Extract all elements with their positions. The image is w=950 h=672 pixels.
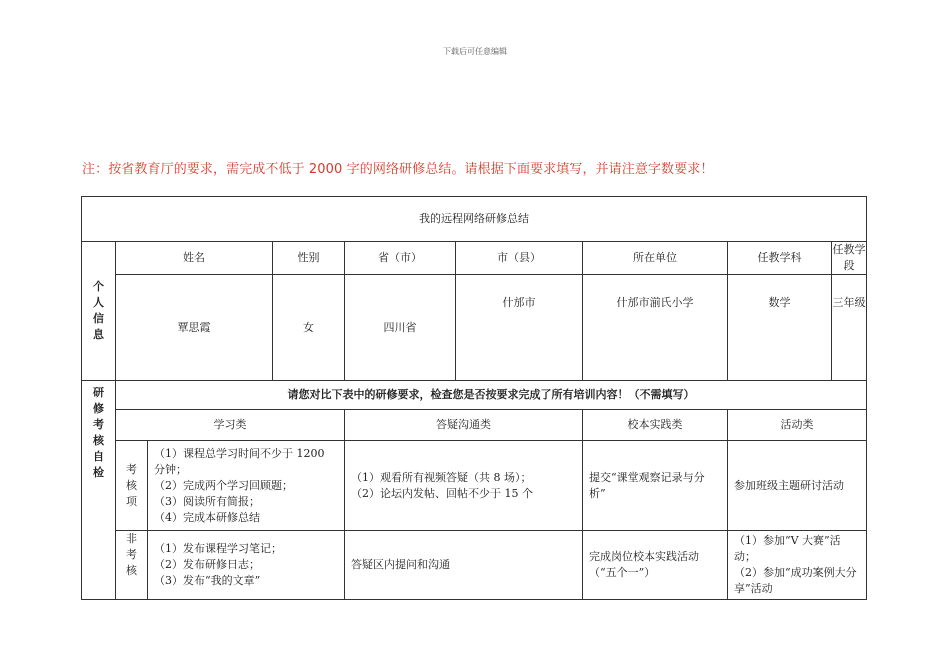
category-activity: 活动类 (728, 410, 867, 441)
core-qa-requirements: （1）观看所有视频答疑（共 8 场）； （2）论坛内发帖、回帖不少于 15 个 (345, 441, 583, 531)
core-items-label: 考 核 项 (116, 441, 148, 531)
summary-form-table (81, 196, 867, 600)
header-name: 姓名 (116, 242, 273, 275)
noncore-activity-items: （1）参加“V 大赛”活动； （2）参加“成功案例大分享”活动 (728, 531, 867, 600)
core-activity-requirement: 参加班级主题研讨活动 (728, 441, 867, 531)
core-practice-requirement: 提交“课堂观察记录与分析” (583, 441, 728, 531)
review-instruction: 请您对比下表中的研修要求，检查您是否按要求完成了所有培训内容！（不需填写） (116, 381, 867, 410)
header-gender: 性别 (273, 242, 345, 275)
personal-info-label: 个 人 信 息 (82, 242, 116, 381)
value-name: 覃思霞 (116, 275, 273, 381)
value-province: 四川省 (345, 275, 456, 381)
value-gender: 女 (273, 275, 345, 381)
core-study-requirements: （1）课程总学习时间不少于 1200 分钟； （2）完成两个学习回顾题； （3）阅读所有简报； （4）完成本研修总结 (148, 441, 345, 531)
value-stage: 三年级 (832, 275, 867, 381)
header-subject: 任教学科 (728, 242, 832, 275)
noncore-study-items: （1）发布课程学习笔记； （2）发布研修日志； （3）发布“我的文章” (148, 531, 345, 600)
form-title: 我的远程网络研修总结 (82, 197, 867, 242)
value-city: 什邡市 (456, 275, 583, 381)
value-subject: 数学 (728, 275, 832, 381)
header-note: 下载后可任意编辑 (443, 47, 507, 56)
review-self-check-label: 研 修 考 核 自 检 (82, 381, 116, 600)
header-school: 所在单位 (583, 242, 728, 275)
header-stage: 任教学段 (832, 242, 867, 275)
category-practice: 校本实践类 (583, 410, 728, 441)
category-qa: 答疑沟通类 (345, 410, 583, 441)
header-province: 省（市） (345, 242, 456, 275)
category-study: 学习类 (116, 410, 345, 441)
header-city: 市（县） (456, 242, 583, 275)
noncore-items-label: 非 考 核 (116, 531, 148, 600)
value-school: 什邡市湔氏小学 (583, 275, 728, 381)
noncore-practice-item: 完成岗位校本实践活动（“五个一”） (583, 531, 728, 600)
notice-text: 注：按省教育厅的要求，需完成不低于 2000 字的网络研修总结。请根据下面要求填写，并请注意字数要求！ (82, 162, 714, 177)
noncore-qa-item: 答疑区内提问和沟通 (345, 531, 583, 600)
